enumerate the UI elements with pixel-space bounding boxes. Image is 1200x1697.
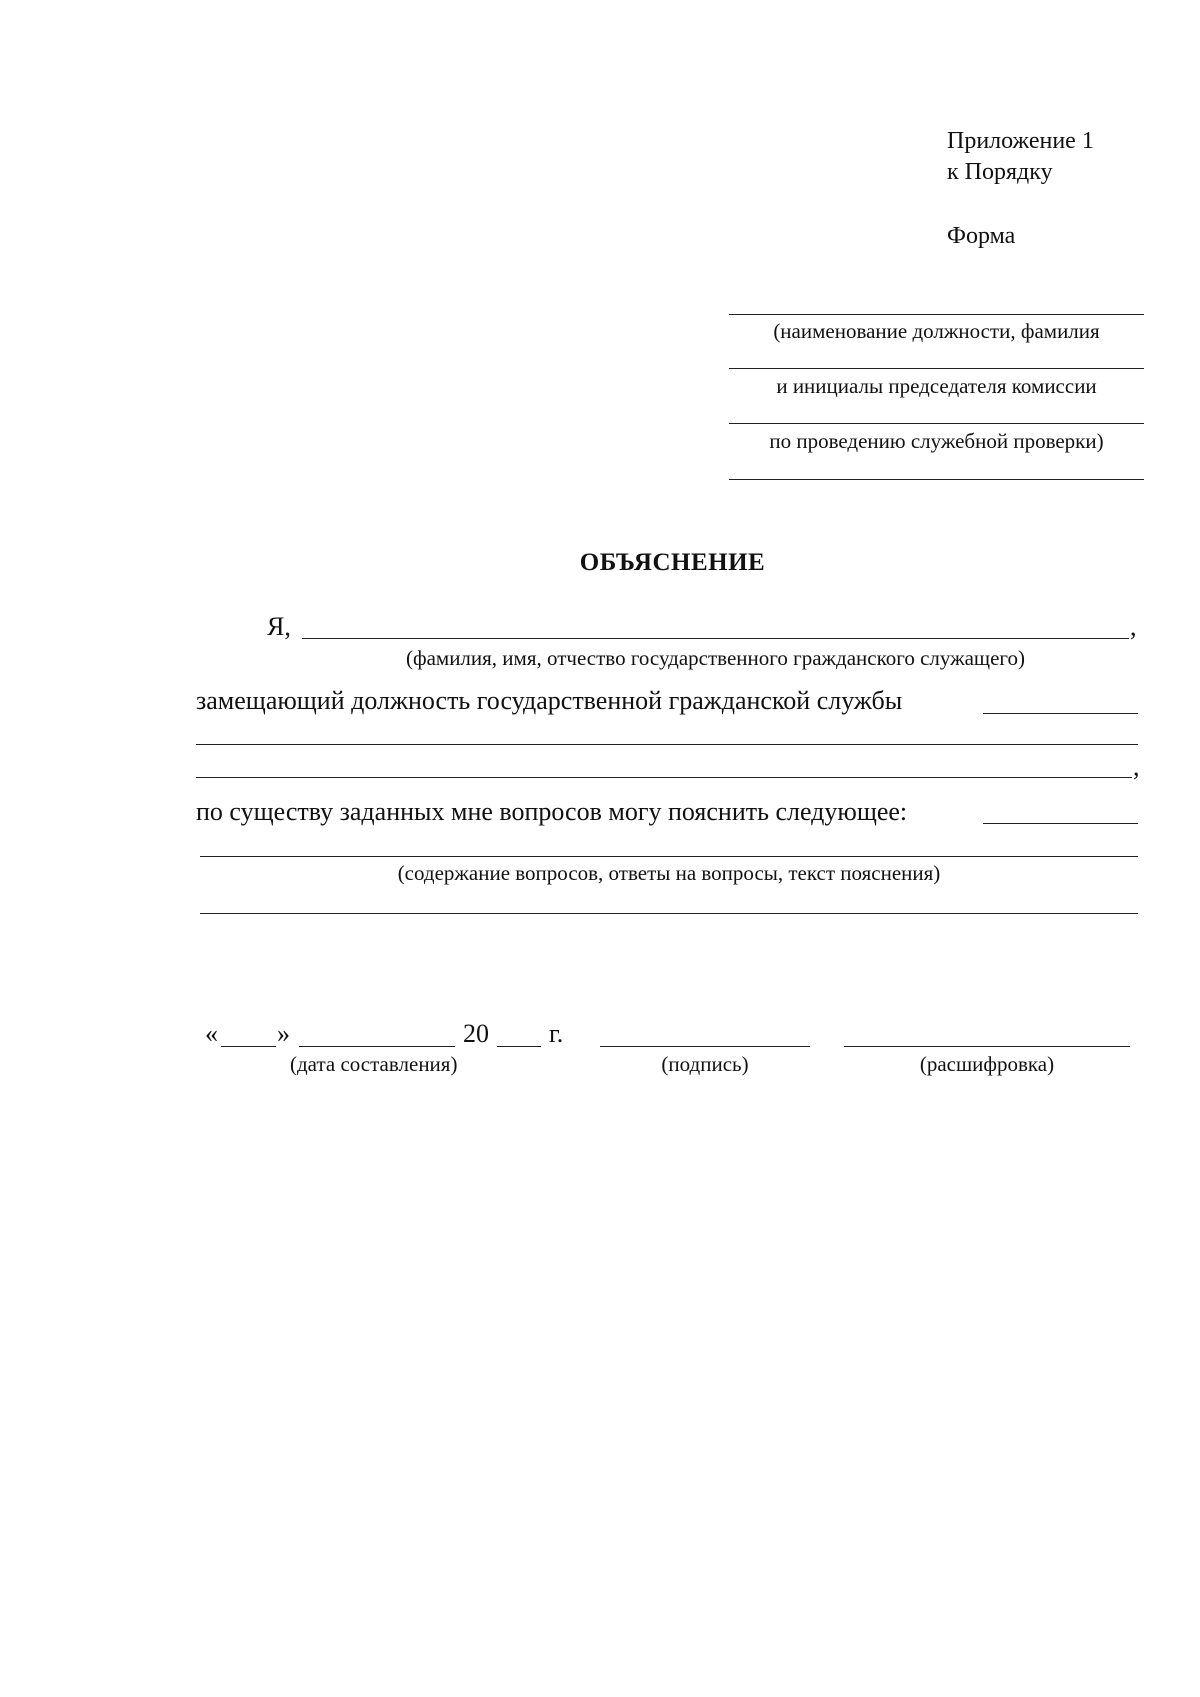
year-line[interactable] <box>497 1046 541 1047</box>
position-line-2[interactable] <box>196 744 1138 745</box>
position-text: замещающий должность государственной гражданской службы <box>196 686 903 715</box>
signature-line[interactable] <box>600 1046 810 1047</box>
decoding-line[interactable] <box>844 1046 1130 1047</box>
year-suffix: г. <box>549 1019 564 1048</box>
form-label: Форма <box>947 223 1016 249</box>
addressee-line-3[interactable] <box>729 423 1144 424</box>
document-title: ОБЪЯСНЕНИЕ <box>579 549 766 576</box>
content-hint: (содержание вопросов, ответы на вопросы, текст пояснения) <box>397 861 941 885</box>
addressee-hint-2: и инициалы председателя комиссии <box>776 374 1097 398</box>
order-label: к Порядку <box>947 159 1053 185</box>
ya-label: Я, <box>267 612 291 641</box>
full-name-line[interactable] <box>302 638 1129 639</box>
name-comma: , <box>1130 612 1137 641</box>
position-line-inline[interactable] <box>983 713 1138 714</box>
full-name-hint: (фамилия, имя, отчество государственного гражданского служащего) <box>405 646 1026 670</box>
date-hint: (дата составления) <box>290 1052 458 1076</box>
signature-hint: (подпись) <box>661 1052 749 1076</box>
addressee-line-4[interactable] <box>729 479 1144 480</box>
quote-close: » <box>277 1019 290 1048</box>
explain-line-inline[interactable] <box>983 823 1138 824</box>
content-line-1[interactable] <box>200 856 1138 857</box>
month-line[interactable] <box>299 1046 455 1047</box>
day-line[interactable] <box>221 1046 276 1047</box>
addressee-line-1[interactable] <box>729 314 1144 315</box>
appendix-label: Приложение 1 <box>947 128 1094 154</box>
content-line-2[interactable] <box>200 913 1138 914</box>
addressee-line-2[interactable] <box>729 368 1144 369</box>
addressee-hint-1: (наименование должности, фамилия <box>773 319 1100 343</box>
position-comma: , <box>1133 752 1140 781</box>
explain-text: по существу заданных мне вопросов могу пояснить следующее: <box>196 797 908 826</box>
quote-open: « <box>205 1019 218 1048</box>
addressee-hint-3: по проведению служебной проверки) <box>769 429 1104 453</box>
decoding-hint: (расшифровка) <box>919 1052 1055 1076</box>
position-line-3[interactable] <box>196 777 1132 778</box>
year-prefix: 20 <box>463 1019 489 1048</box>
